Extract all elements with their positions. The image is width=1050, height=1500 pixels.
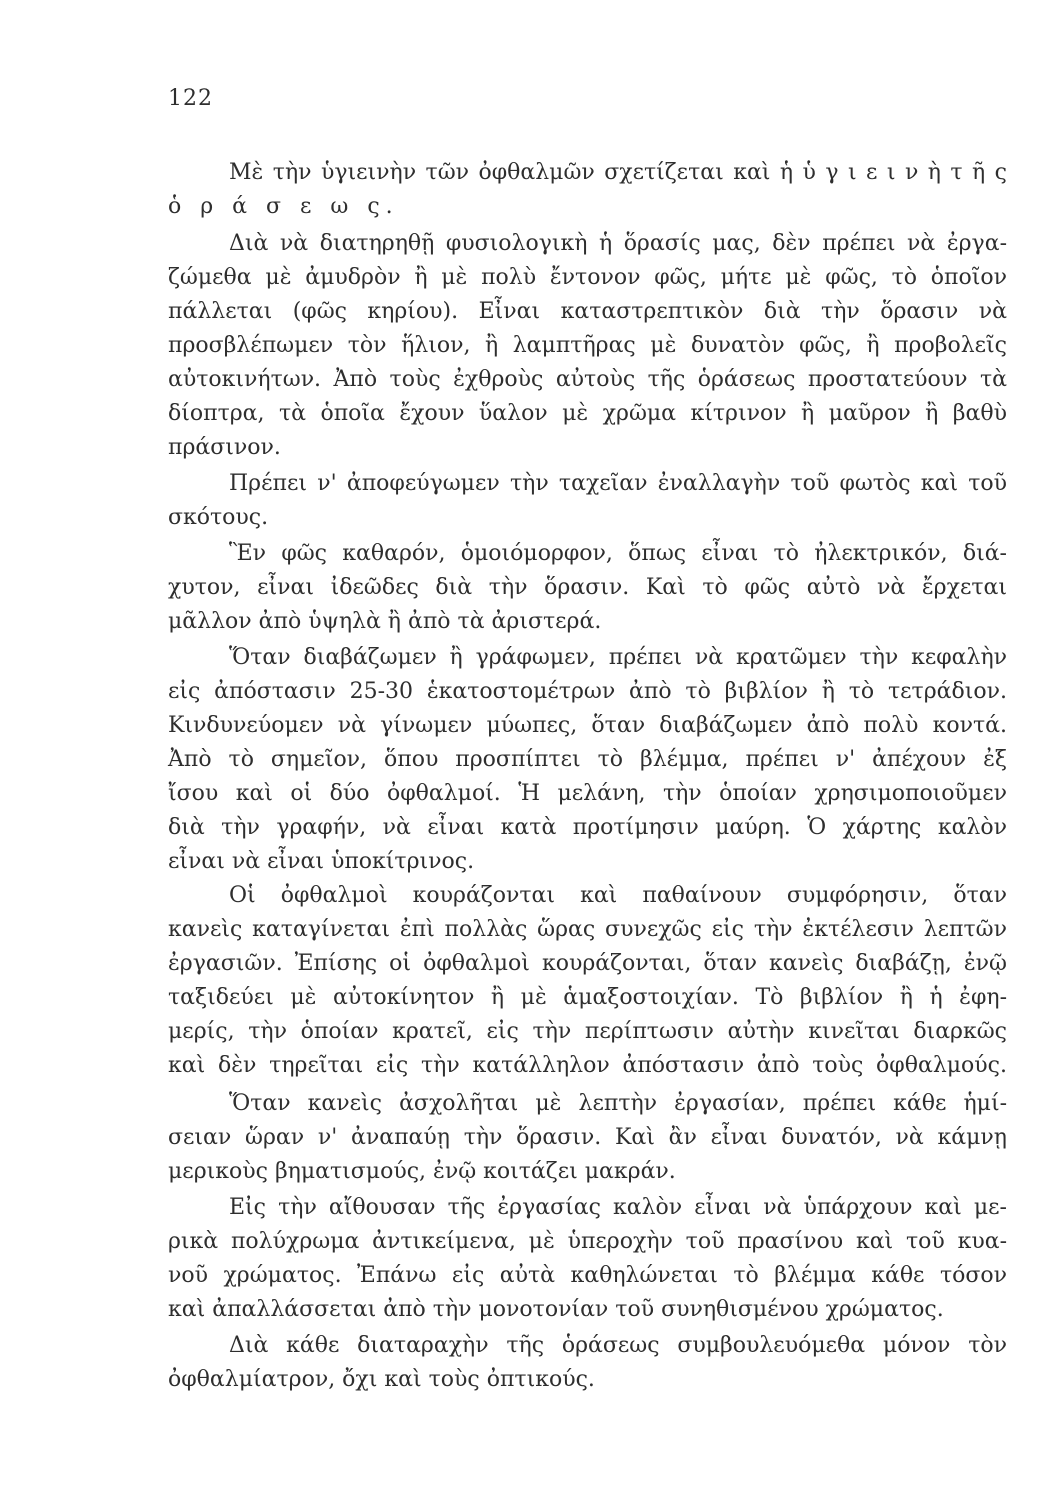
text-line: Κινδυνεύομεν νὰ γίνωμεν μύωπες, ὅταν διαβάζωμεν ἀπὸ πολὺ κοντά.: [168, 713, 1007, 738]
text-line: καὶ ἀπαλλάσσεται ἀπὸ τὴν μονοτονίαν τοῦ συνηθισμένου χρώματος.: [168, 1297, 944, 1322]
text-line: μᾶλλον ἀπὸ ὑψηλὰ ἢ ἀπὸ τὰ ἀριστερά.: [168, 609, 602, 634]
text-line: πράσινον.: [168, 435, 281, 460]
text-line: Ὅταν διαβάζωμεν ἢ γράφωμεν, πρέπει νὰ κρατῶμεν τὴν κεφαλὴν: [229, 645, 1007, 670]
text-line: Διὰ κάθε διαταραχὴν τῆς ὁράσεως συμβουλευόμεθα μόνον τὸν: [229, 1333, 1007, 1358]
page-number: 122: [168, 86, 213, 111]
text-line: ἐργασιῶν. Ἐπίσης οἱ ὀφθαλμοὶ κουράζονται, ὅταν κανεὶς διαβάζῃ, ἐνῷ: [168, 951, 1007, 976]
text-line: ζώμεθα μὲ ἀμυδρὸν ἢ μὲ πολὺ ἔντονον φῶς, μήτε μὲ φῶς, τὸ ὁποῖον: [168, 265, 1007, 290]
text-line: αὐτοκινήτων. Ἀπὸ τοὺς ἐχθροὺς αὐτοὺς τῆς ὁράσεως προστατεύουν τὰ: [168, 367, 1007, 392]
text-line: Ἀπὸ τὸ σημεῖον, ὅπου προσπίπτει τὸ βλέμμα, πρέπει ν' ἀπέχουν ἐξ: [168, 747, 1007, 772]
text-line: ὀφθαλμίατρον, ὄχι καὶ τοὺς ὀπτικούς.: [168, 1367, 595, 1392]
text-line: χυτον, εἶναι ἰδεῶδες διὰ τὴν ὅρασιν. Καὶ τὸ φῶς αὐτὸ νὰ ἔρχεται: [168, 575, 1007, 600]
text-line: σκότους.: [168, 505, 269, 530]
text-line: πάλλεται (φῶς κηρίου). Εἶναι καταστρεπτικὸν διὰ τὴν ὅρασιν νὰ: [168, 299, 1007, 324]
text-line: καὶ δὲν τηρεῖται εἰς τὴν κατάλληλον ἀπόστασιν ἀπὸ τοὺς ὀφθαλμούς.: [168, 1053, 1007, 1078]
text-line: μερικοὺς βηματισμούς, ἐνῷ κοιτάζει μακράν.: [168, 1159, 676, 1184]
text-line: Διὰ νὰ διατηρηθῇ φυσιολογικὴ ἡ ὅρασίς μας, δὲν πρέπει νὰ ἐργα-: [229, 231, 1007, 256]
text-line: Εἰς τὴν αἴθουσαν τῆς ἐργασίας καλὸν εἶναι νὰ ὑπάρχουν καὶ με-: [229, 1195, 1007, 1220]
text-line: εἰς ἀπόστασιν 25-30 ἑκατοστομέτρων ἀπὸ τὸ βιβλίον ἢ τὸ τετράδιον.: [168, 679, 1007, 704]
text-line: ρικὰ πολύχρωμα ἀντικείμενα, μὲ ὑπεροχὴν τοῦ πρασίνου καὶ τοῦ κυα-: [168, 1229, 1007, 1254]
text-line: Ἓν φῶς καθαρόν, ὁμοιόμορφον, ὅπως εἶναι τὸ ἠλεκτρικόν, διά-: [229, 541, 1007, 566]
text-line: διὰ τὴν γραφήν, νὰ εἶναι κατὰ προτίμησιν μαύρη. Ὁ χάρτης καλὸν: [168, 815, 1007, 840]
text-line: Πρέπει ν' ἀποφεύγωμεν τὴν ταχεῖαν ἐναλλαγὴν τοῦ φωτὸς καὶ τοῦ: [229, 471, 1007, 496]
text-line: Μὲ τὴν ὑγιεινὴν τῶν ὀφθαλμῶν σχετίζεται καὶ ἡ ὑ γ ι ε ι ν ὴ τ ῆ ς: [229, 160, 1007, 185]
text-line: σειαν ὥραν ν' ἀναπαύῃ τὴν ὅρασιν. Καὶ ἂν εἶναι δυνατόν, νὰ κάμνῃ: [168, 1125, 1007, 1150]
text-line: δίοπτρα, τὰ ὁποῖα ἔχουν ὕαλον μὲ χρῶμα κίτρινον ἢ μαῦρον ἢ βαθὺ: [168, 401, 1007, 426]
text-line: ὁ ρ ά σ ε ω ς.: [168, 194, 399, 219]
text-line: ἴσου καὶ οἱ δύο ὀφθαλμοί. Ἡ μελάνη, τὴν ὁποίαν χρησιμοποιοῦμεν: [168, 781, 1007, 806]
text-line: νοῦ χρώματος. Ἐπάνω εἰς αὐτὰ καθηλώνεται τὸ βλέμμα κάθε τόσον: [168, 1263, 1007, 1288]
text-line: ταξιδεύει μὲ αὐτοκίνητον ἢ μὲ ἁμαξοστοιχίαν. Τὸ βιβλίον ἢ ἡ ἐφη-: [168, 985, 1007, 1010]
text-line: Οἱ ὀφθαλμοὶ κουράζονται καὶ παθαίνουν συμφόρησιν, ὅταν: [229, 883, 1007, 908]
text-line: μερίς, τὴν ὁποίαν κρατεῖ, εἰς τὴν περίπτωσιν αὐτὴν κινεῖται διαρκῶς: [168, 1019, 1007, 1044]
text-line: Ὅταν κανεὶς ἀσχολῆται μὲ λεπτὴν ἐργασίαν, πρέπει κάθε ἡμί-: [229, 1091, 1007, 1116]
text-line: προσβλέπωμεν τὸν ἥλιον, ἢ λαμπτῆρας μὲ δυνατὸν φῶς, ἢ προβολεῖς: [168, 333, 1007, 358]
text-line: εἶναι νὰ εἶναι ὑποκίτρινος.: [168, 849, 475, 874]
text-line: κανεὶς καταγίνεται ἐπὶ πολλὰς ὥρας συνεχῶς εἰς τὴν ἐκτέλεσιν λεπτῶν: [168, 917, 1007, 942]
